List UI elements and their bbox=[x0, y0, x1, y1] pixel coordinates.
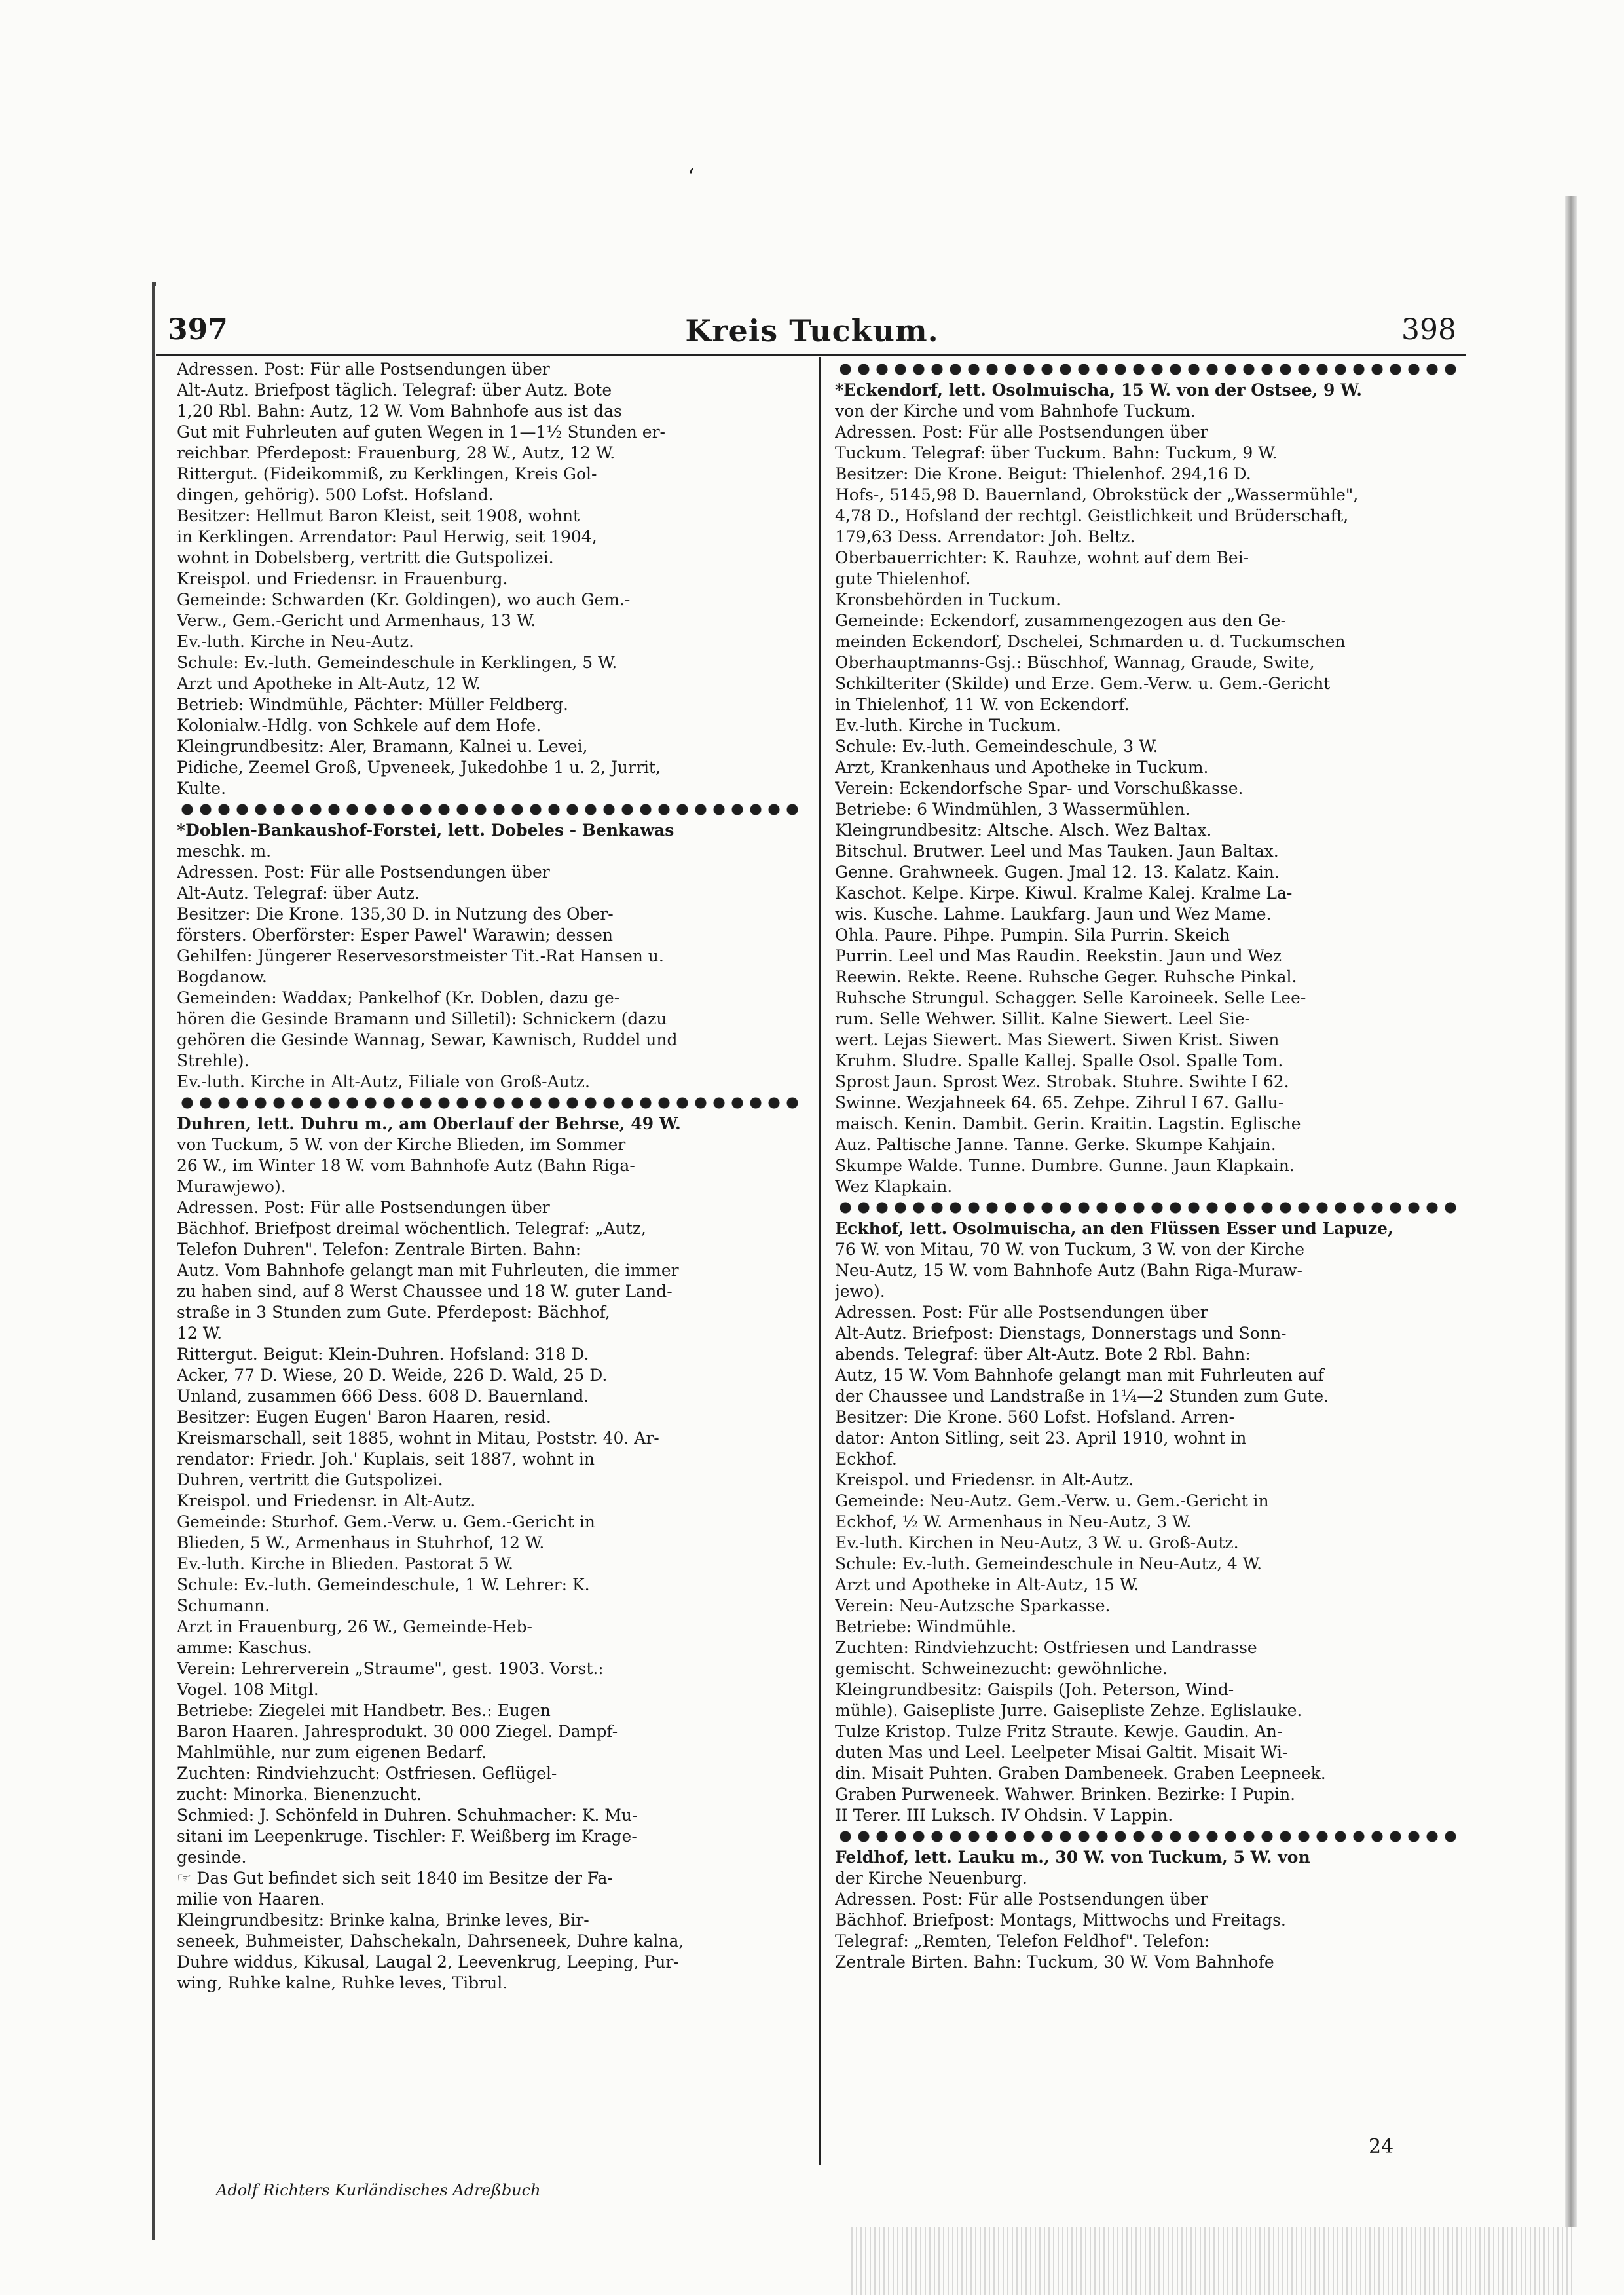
text-line: amme: Kaschus. bbox=[177, 1638, 312, 1657]
text-line: Zuchten: Rindviehzucht: Ostfriesen und Landrasse bbox=[835, 1638, 1257, 1657]
text-line: Kreispol. und Friedensr. in Alt-Autz. bbox=[835, 1470, 1134, 1489]
header-rule bbox=[156, 354, 1466, 356]
scan-border-left bbox=[152, 282, 155, 2240]
text-line: Autz, 15 W. Vom Bahnhofe gelangt man mit Fuhrleuten auf bbox=[835, 1366, 1325, 1385]
text-line: Gemeinde: Eckendorf, zusammengezogen aus den Ge- bbox=[835, 611, 1287, 630]
text-line: Duhren, vertritt die Gutspolizei. bbox=[177, 1470, 443, 1489]
text-line: Zuchten: Rindviehzucht: Ostfriesen. Geflügel- bbox=[177, 1764, 557, 1783]
text-line: gemischt. Schweinezucht: gewöhnliche. bbox=[835, 1659, 1168, 1678]
text-line: Bogdanow. bbox=[177, 967, 267, 986]
text-line: Betriebe: 6 Windmühlen, 3 Wassermühlen. bbox=[835, 800, 1190, 819]
text-line: Alt-Autz. Briefpost täglich. Telegraf: über Autz. Bote bbox=[177, 381, 612, 400]
text-line: Autz. Vom Bahnhofe gelangt man mit Fuhrleuten, die immer bbox=[177, 1261, 679, 1280]
text-line: zu haben sind, auf 8 Werst Chaussee und 18 W. guter Land- bbox=[177, 1282, 673, 1301]
text-line: Auz. Paltische Janne. Tanne. Gerke. Skumpe Kahjain. bbox=[835, 1135, 1276, 1154]
text-line: Verw., Gem.-Gericht und Armenhaus, 13 W. bbox=[177, 611, 536, 630]
page-number-right: 398 bbox=[1401, 313, 1456, 346]
text-line: Alt-Autz. Briefpost: Dienstags, Donnerstags und Sonn- bbox=[835, 1324, 1287, 1343]
text-line: Neu-Autz, 15 W. vom Bahnhofe Autz (Bahn Riga-Muraw- bbox=[835, 1261, 1302, 1280]
text-line: meinden Eckendorf, Dschelei, Schmarden u. d. Tuckumschen bbox=[835, 632, 1346, 651]
text-line: Kronsbehörden in Tuckum. bbox=[835, 590, 1061, 609]
text-line: Kleingrundbesitz: Gaispils (Joh. Peterson, Wind- bbox=[835, 1680, 1234, 1699]
text-line: Schule: Ev.-luth. Gemeindeschule, 3 W. bbox=[835, 737, 1158, 756]
text-line: Murawjewo). bbox=[177, 1177, 286, 1196]
sheet-number: 24 bbox=[1369, 2135, 1394, 2158]
text-line: Hofs-, 5145,98 D. Bauernland, Obrokstück der „Wassermühle", bbox=[835, 485, 1359, 504]
text-line: abends. Telegraf: über Alt-Autz. Bote 2 Rbl. Bahn: bbox=[835, 1345, 1251, 1364]
text-line: Verein: Neu-Autzsche Sparkasse. bbox=[835, 1596, 1111, 1615]
scan-noise bbox=[851, 2227, 1572, 2295]
text-line: Strehle). bbox=[177, 1051, 249, 1070]
text-line: Adressen. Post: Für alle Postsendungen über bbox=[177, 863, 550, 882]
text-line: Schkilteriter (Skilde) und Erze. Gem.-Verw. u. Gem.-Gericht bbox=[835, 674, 1331, 693]
text-line: Eckhof. bbox=[835, 1449, 897, 1468]
text-line: Oberbauerrichter: K. Rauhze, wohnt auf dem Bei- bbox=[835, 548, 1249, 567]
text-line: rum. Selle Wehwer. Sillit. Kalne Siewert. Leel Sie- bbox=[835, 1009, 1251, 1028]
text-line: Purrin. Leel und Mas Raudin. Reekstin. Jaun und Wez bbox=[835, 946, 1282, 965]
text-line: 179,63 Dess. Arrendator: Joh. Beltz. bbox=[835, 527, 1135, 546]
text-line: wert. Lejas Siewert. Mas Siewert. Siwen Krist. Siwen bbox=[835, 1030, 1280, 1049]
text-line: Skumpe Walde. Tunne. Dumbre. Gunne. Jaun Klapkain. bbox=[835, 1156, 1295, 1175]
text-line: von Tuckum, 5 W. von der Kirche Blieden, im Sommer bbox=[177, 1135, 626, 1154]
text-line: Adressen. Post: Für alle Postsendungen über bbox=[177, 1198, 550, 1217]
text-line: Kulte. bbox=[177, 779, 227, 798]
text-line: Ev.-luth. Kirche in Tuckum. bbox=[835, 716, 1061, 735]
text-line: hören die Gesinde Bramann und Silletil): Schnickern (dazu bbox=[177, 1009, 667, 1028]
text-line: der Chaussee und Landstraße in 1¼—2 Stunden zum Gute. bbox=[835, 1387, 1329, 1406]
text-line: in Kerklingen. Arrendator: Paul Herwig, seit 1904, bbox=[177, 527, 597, 546]
ornament-divider bbox=[835, 359, 1458, 380]
text-line: wohnt in Dobelsberg, vertritt die Gutspolizei. bbox=[177, 548, 554, 567]
text-line: Gemeinde: Neu-Autz. Gem.-Verw. u. Gem.-Gericht in bbox=[835, 1491, 1269, 1510]
text-line: försters. Oberförster: Esper Pawel' Warawin; dessen bbox=[177, 925, 613, 944]
text-line: Alt-Autz. Telegraf: über Autz. bbox=[177, 884, 420, 903]
text-line: Telegraf: „Remten, Telefon Feldhof". Telefon: bbox=[835, 1931, 1210, 1950]
text-line: Schule: Ev.-luth. Gemeindeschule, 1 W. Lehrer: K. bbox=[177, 1575, 590, 1594]
text-line: mühle). Gaisepliste Jurre. Gaisepliste Zehze. Eglislauke. bbox=[835, 1701, 1302, 1720]
ornament-divider bbox=[835, 1197, 1458, 1218]
text-line: jewo). bbox=[835, 1282, 885, 1301]
text-line: Wez Klapkain. bbox=[835, 1177, 953, 1196]
text-line: der Kirche Neuenburg. bbox=[835, 1869, 1027, 1888]
text-line: Kleingrundbesitz: Altsche. Alsch. Wez Baltax. bbox=[835, 821, 1212, 840]
text-line: Schule: Ev.-luth. Gemeindeschule in Neu-Autz, 4 W. bbox=[835, 1554, 1263, 1573]
text-line: Rittergut. (Fideikommiß, zu Kerklingen, Kreis Gol- bbox=[177, 464, 597, 483]
text-line: in Thielenhof, 11 W. von Eckendorf. bbox=[835, 695, 1130, 714]
text-line: straße in 3 Stunden zum Gute. Pferdepost: Bächhof, bbox=[177, 1303, 610, 1322]
text-line: Besitzer: Die Krone. Beigut: Thielenhof. 294,16 D. bbox=[835, 464, 1251, 483]
scan-shadow-right bbox=[1565, 196, 1577, 2227]
text-line: Schule: Ev.-luth. Gemeindeschule in Kerklingen, 5 W. bbox=[177, 653, 618, 672]
text-line: Schmied: J. Schönfeld in Duhren. Schuhmacher: K. Mu- bbox=[177, 1806, 638, 1825]
text-line: dator: Anton Sitling, seit 23. April 1910, wohnt in bbox=[835, 1428, 1247, 1447]
text-line: Besitzer: Hellmut Baron Kleist, seit 1908, wohnt bbox=[177, 506, 580, 525]
text-line: Arzt und Apotheke in Alt-Autz, 12 W. bbox=[177, 674, 481, 693]
text-line: Mahlmühle, nur zum eigenen Bedarf. bbox=[177, 1743, 487, 1762]
entry-heading-line: Feldhof, lett. Lauku m., 30 W. von Tuckum, 5 W. von bbox=[835, 1848, 1310, 1867]
text-line: 12 W. bbox=[177, 1324, 223, 1343]
text-line: Betrieb: Windmühle, Pächter: Müller Feldberg. bbox=[177, 695, 568, 714]
text-line: Tulze Kristop. Tulze Fritz Straute. Kewje. Gaudin. An- bbox=[835, 1722, 1283, 1741]
text-line: II Terer. III Luksch. IV Ohdsin. V Lappin. bbox=[835, 1806, 1173, 1825]
text-line: Rittergut. Beigut: Klein-Duhren. Hofsland: 318 D. bbox=[177, 1345, 589, 1364]
text-line: Arzt und Apotheke in Alt-Autz, 15 W. bbox=[835, 1575, 1139, 1594]
text-line: Gut mit Fuhrleuten auf guten Wegen in 1—1½ Stunden er- bbox=[177, 422, 665, 441]
text-line: maisch. Kenin. Dambit. Gerin. Kraitin. Lagstin. Eglische bbox=[835, 1114, 1301, 1133]
text-line: Besitzer: Die Krone. 560 Lofst. Hofsland. Arren- bbox=[835, 1408, 1235, 1427]
ornament-divider bbox=[835, 1826, 1458, 1847]
entry-heading-line: *Doblen-Bankaushof-Forstei, lett. Dobeles - Benkawas bbox=[177, 821, 674, 840]
text-line: Adressen. Post: Für alle Postsendungen über bbox=[835, 1303, 1208, 1322]
text-line: Adressen. Post: Für alle Postsendungen über bbox=[835, 422, 1208, 441]
text-line: meschk. m. bbox=[177, 842, 272, 861]
text-line: Verein: Eckendorfsche Spar- und Vorschußkasse. bbox=[835, 779, 1244, 798]
text-line: Gemeinde: Sturhof. Gem.-Verw. u. Gem.-Gericht in bbox=[177, 1512, 595, 1531]
text-line: Ohla. Paure. Pihpe. Pumpin. Sila Purrin. Skeich bbox=[835, 925, 1230, 944]
text-line: Ev.-luth. Kirche in Blieden. Pastorat 5 W. bbox=[177, 1554, 513, 1573]
text-line: Swinne. Wezjahneek 64. 65. Zehpe. Zihrul I 67. Gallu- bbox=[835, 1093, 1284, 1112]
text-line: Pidiche, Zeemel Groß, Upveneek, Jukedohbe 1 u. 2, Jurrit, bbox=[177, 758, 661, 777]
text-line: Gehilfen: Jüngerer Reservesorstmeister Tit.-Rat Hansen u. bbox=[177, 946, 664, 965]
text-line: Gemeinden: Waddax; Pankelhof (Kr. Doblen, dazu ge- bbox=[177, 988, 620, 1007]
text-line: Graben Purweneek. Wahwer. Brinken. Bezirke: I Pupin. bbox=[835, 1785, 1296, 1804]
entry-heading-line: Duhren, lett. Duhru m., am Oberlauf der Behrse, 49 W. bbox=[177, 1114, 681, 1133]
running-header bbox=[168, 308, 1456, 352]
text-line: Kreismarschall, seit 1885, wohnt in Mitau, Poststr. 40. Ar- bbox=[177, 1428, 659, 1447]
text-line: Telefon Duhren". Telefon: Zentrale Birten. Bahn: bbox=[177, 1240, 581, 1259]
left-column bbox=[177, 359, 800, 2167]
text-line: Verein: Lehrerverein „Straume", gest. 1903. Vorst.: bbox=[177, 1659, 604, 1678]
entry-heading-line: Eckhof, lett. Osolmuischa, an den Flüssen Esser und Lapuze, bbox=[835, 1219, 1393, 1238]
text-line: Tuckum. Telegraf: über Tuckum. Bahn: Tuckum, 9 W. bbox=[835, 443, 1278, 462]
text-line: Sprost Jaun. Sprost Wez. Strobak. Stuhre. Swihte I 62. bbox=[835, 1072, 1289, 1091]
text-line: Ev.-luth. Kirchen in Neu-Autz, 3 W. u. Groß-Autz. bbox=[835, 1533, 1239, 1552]
text-line: zucht: Minorka. Bienenzucht. bbox=[177, 1785, 422, 1804]
text-line: Arzt in Frauenburg, 26 W., Gemeinde-Heb- bbox=[177, 1617, 532, 1636]
text-line: reichbar. Pferdepost: Frauenburg, 28 W., Autz, 12 W. bbox=[177, 443, 616, 462]
text-line: Eckhof, ½ W. Armenhaus in Neu-Autz, 3 W. bbox=[835, 1512, 1192, 1531]
text-line: Gemeinde: Schwarden (Kr. Goldingen), wo auch Gem.- bbox=[177, 590, 631, 609]
text-line: Ruhsche Strungul. Schagger. Selle Karoineek. Selle Lee- bbox=[835, 988, 1306, 1007]
text-line: ☞ Das Gut befindet sich seit 1840 im Besitze der Fa- bbox=[177, 1869, 613, 1888]
text-line: wis. Kusche. Lahme. Laukfarg. Jaun und Wez Mame. bbox=[835, 905, 1272, 924]
text-line: 76 W. von Mitau, 70 W. von Tuckum, 3 W. von der Kirche bbox=[835, 1240, 1305, 1259]
ornament-divider bbox=[177, 799, 800, 820]
text-line: Zentrale Birten. Bahn: Tuckum, 30 W. Vom Bahnhofe bbox=[835, 1952, 1274, 1971]
ornament-divider bbox=[177, 1092, 800, 1113]
text-line: Betriebe: Windmühle. bbox=[835, 1617, 1017, 1636]
text-line: Kleingrundbesitz: Brinke kalna, Brinke leves, Bir- bbox=[177, 1911, 589, 1930]
text-line: Kleingrundbesitz: Aler, Bramann, Kalnei u. Levei, bbox=[177, 737, 588, 756]
text-line: Baron Haaren. Jahresprodukt. 30 000 Ziegel. Dampf- bbox=[177, 1722, 618, 1741]
text-line: Kolonialw.-Hdlg. von Schkele auf dem Hofe. bbox=[177, 716, 542, 735]
text-line: Bächhof. Briefpost: Montags, Mittwochs und Freitags. bbox=[835, 1911, 1286, 1930]
text-line: din. Misait Puhten. Graben Dambeneek. Graben Leepneek. bbox=[835, 1764, 1326, 1783]
entry-heading-line: *Eckendorf, lett. Osolmuischa, 15 W. von der Ostsee, 9 W. bbox=[835, 381, 1362, 400]
text-line: Ev.-luth. Kirche in Neu-Autz. bbox=[177, 632, 414, 651]
text-line: Unland, zusammen 666 Dess. 608 D. Bauernland. bbox=[177, 1387, 589, 1406]
text-line: Kruhm. Sludre. Spalle Kallej. Spalle Osol. Spalle Tom. bbox=[835, 1051, 1283, 1070]
footer-imprint: Adolf Richters Kurländisches Adreßbuch bbox=[216, 2181, 541, 2199]
text-line: Besitzer: Die Krone. 135,30 D. in Nutzung des Ober- bbox=[177, 905, 614, 924]
text-line: wing, Ruhke kalne, Ruhke leves, Tibrul. bbox=[177, 1973, 508, 1992]
text-line: von der Kirche und vom Bahnhofe Tuckum. bbox=[835, 401, 1196, 420]
text-line: Acker, 77 D. Wiese, 20 D. Weide, 226 D. Wald, 25 D. bbox=[177, 1366, 608, 1385]
text-line: rendator: Friedr. Joh.' Kuplais, seit 1887, wohnt in bbox=[177, 1449, 595, 1468]
text-line: seneek, Buhmeister, Dahschekaln, Dahrseneek, Duhre kalna, bbox=[177, 1931, 684, 1950]
text-line: gehören die Gesinde Wannag, Sewar, Kawnisch, Ruddel und bbox=[177, 1030, 678, 1049]
text-line: 4,78 D., Hofsland der rechtgl. Geistlichkeit und Brüderschaft, bbox=[835, 506, 1349, 525]
top-mark: ʻ bbox=[688, 164, 695, 190]
running-title: Kreis Tuckum. bbox=[685, 313, 939, 348]
text-line: Genne. Grahwneek. Gugen. Jmal 12. 13. Kalatz. Kain. bbox=[835, 863, 1280, 882]
text-line: Blieden, 5 W., Armenhaus in Stuhrhof, 12 W. bbox=[177, 1533, 545, 1552]
text-line: gute Thielenhof. bbox=[835, 569, 970, 588]
text-line: Kreispol. und Friedensr. in Alt-Autz. bbox=[177, 1491, 476, 1510]
text-line: Besitzer: Eugen Eugen' Baron Haaren, resid. bbox=[177, 1408, 551, 1427]
text-line: Oberhauptmanns-Gsj.: Büschhof, Wannag, Graude, Swite, bbox=[835, 653, 1315, 672]
text-line: 1,20 Rbl. Bahn: Autz, 12 W. Vom Bahnhofe aus ist das bbox=[177, 401, 622, 420]
text-line: Kreispol. und Friedensr. in Frauenburg. bbox=[177, 569, 508, 588]
text-line: Duhre widdus, Kikusal, Laugal 2, Leevenkrug, Leeping, Pur- bbox=[177, 1952, 679, 1971]
text-line: Betriebe: Ziegelei mit Handbetr. Bes.: Eugen bbox=[177, 1701, 551, 1720]
text-line: gesinde. bbox=[177, 1848, 247, 1867]
right-column bbox=[835, 359, 1458, 2161]
text-line: duten Mas und Leel. Leelpeter Misai Galtit. Misait Wi- bbox=[835, 1743, 1288, 1762]
text-line: Kaschot. Kelpe. Kirpe. Kiwul. Kralme Kalej. Kralme La- bbox=[835, 884, 1293, 903]
column-divider bbox=[819, 357, 821, 2165]
text-line: milie von Haaren. bbox=[177, 1890, 325, 1909]
text-line: dingen, gehörig). 500 Lofst. Hofsland. bbox=[177, 485, 494, 504]
text-line: Schumann. bbox=[177, 1596, 270, 1615]
text-line: sitani im Leepenkruge. Tischler: F. Weißberg im Krage- bbox=[177, 1827, 637, 1846]
text-line: 26 W., im Winter 18 W. vom Bahnhofe Autz (Bahn Riga- bbox=[177, 1156, 635, 1175]
text-line: Vogel. 108 Mitgl. bbox=[177, 1680, 319, 1699]
text-line: Bächhof. Briefpost dreimal wöchentlich. Telegraf: „Autz, bbox=[177, 1219, 646, 1238]
text-line: Arzt, Krankenhaus und Apotheke in Tuckum. bbox=[835, 758, 1209, 777]
text-line: Ev.-luth. Kirche in Alt-Autz, Filiale von Groß-Autz. bbox=[177, 1072, 590, 1091]
text-line: Adressen. Post: Für alle Postsendungen über bbox=[835, 1890, 1208, 1909]
text-line: Bitschul. Brutwer. Leel und Mas Tauken. Jaun Baltax. bbox=[835, 842, 1279, 861]
text-line: Adressen. Post: Für alle Postsendungen über bbox=[177, 360, 550, 379]
text-line: Reewin. Rekte. Reene. Ruhsche Geger. Ruhsche Pinkal. bbox=[835, 967, 1297, 986]
page-number-left: 397 bbox=[168, 313, 228, 346]
